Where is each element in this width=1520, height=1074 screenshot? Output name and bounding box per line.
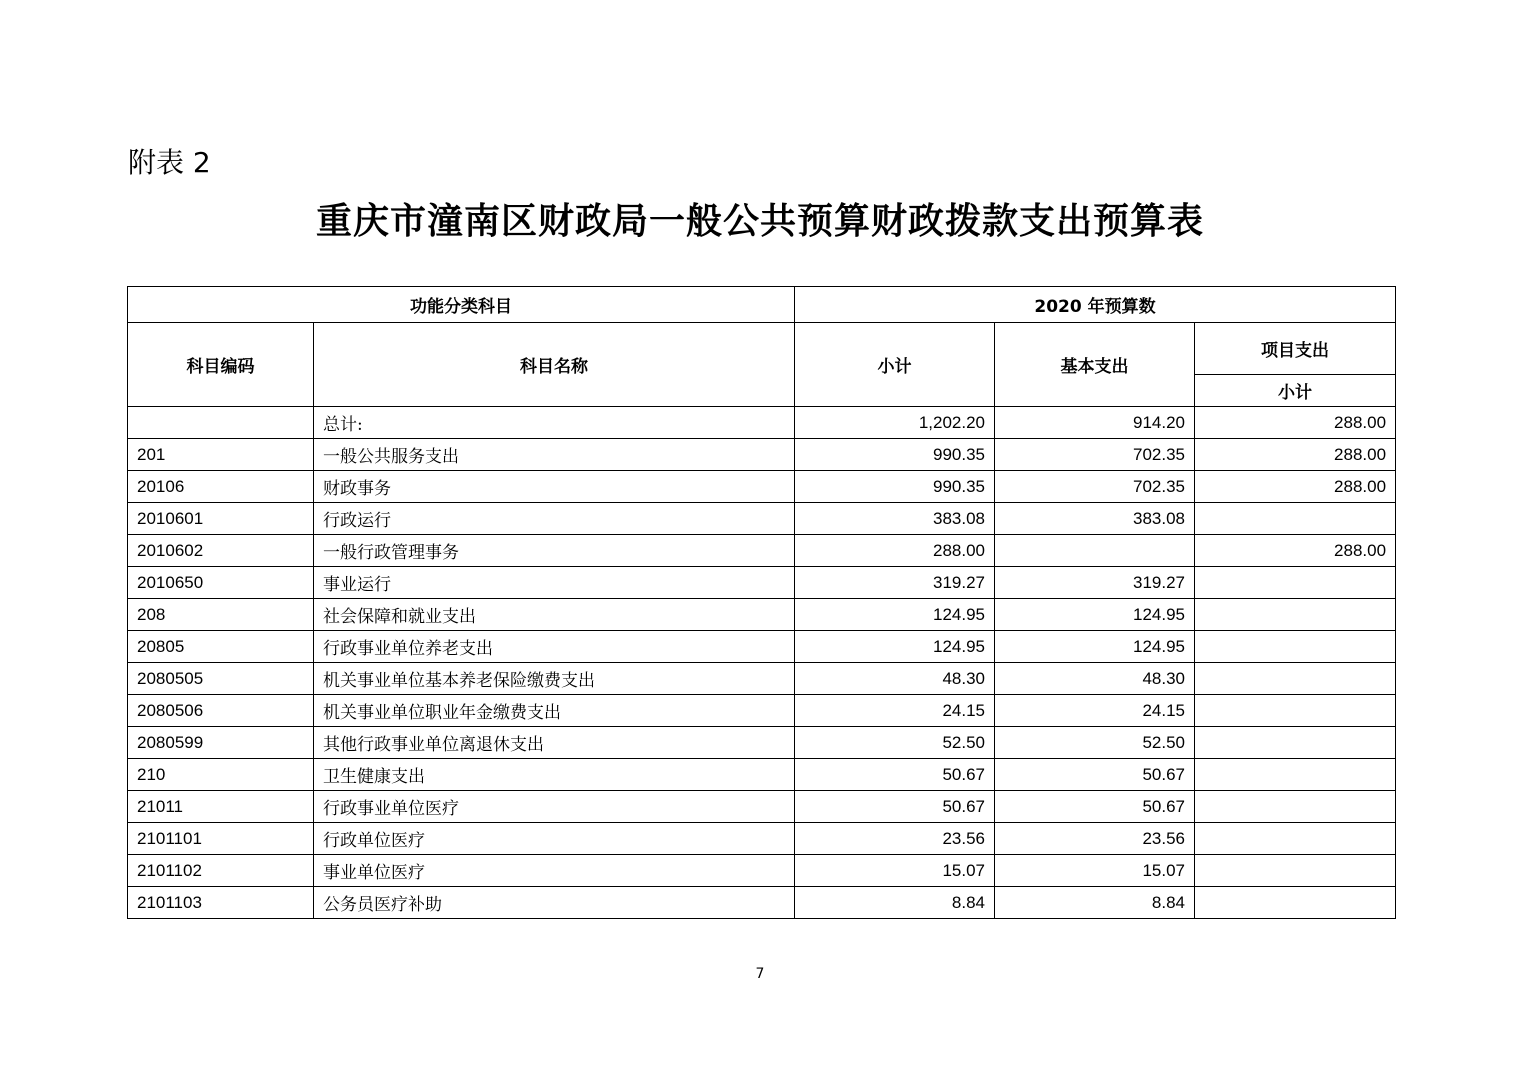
table-row — [128, 791, 1396, 823]
cell-subtotal: 15.07 — [795, 855, 995, 887]
appendix-label: 附表 2 — [128, 146, 211, 179]
cell-project: 288.00 — [1195, 471, 1396, 503]
table-row — [128, 599, 1396, 631]
cell-basic: 124.95 — [995, 599, 1195, 631]
cell-project — [1195, 727, 1396, 759]
table-row — [128, 695, 1396, 727]
table-row — [128, 887, 1396, 919]
cell-project — [1195, 823, 1396, 855]
header-project-expenditure: 项目支出 — [1195, 323, 1396, 375]
cell-project — [1195, 887, 1396, 919]
table-row — [128, 759, 1396, 791]
cell-project: 288.00 — [1195, 439, 1396, 471]
header-row-columns — [128, 323, 1396, 375]
cell-project — [1195, 567, 1396, 599]
cell-project — [1195, 599, 1396, 631]
cell-project — [1195, 855, 1396, 887]
cell-name: 卫生健康支出 — [314, 759, 795, 791]
table-header — [128, 287, 1396, 407]
table-row — [128, 823, 1396, 855]
header-code: 科目编码 — [128, 323, 314, 407]
table-row — [128, 727, 1396, 759]
cell-project — [1195, 791, 1396, 823]
cell-subtotal: 124.95 — [795, 631, 995, 663]
cell-project: 288.00 — [1195, 407, 1396, 439]
cell-name: 事业运行 — [314, 567, 795, 599]
budget-table — [127, 286, 1396, 919]
table-row — [128, 503, 1396, 535]
header-basic-expenditure: 基本支出 — [995, 323, 1195, 407]
cell-name: 一般公共服务支出 — [314, 439, 795, 471]
cell-name: 一般行政管理事务 — [314, 535, 795, 567]
cell-basic: 124.95 — [995, 631, 1195, 663]
cell-code: 2010650 — [128, 567, 314, 599]
header-function-category: 功能分类科目 — [128, 287, 795, 323]
cell-code: 210 — [128, 759, 314, 791]
document-title: 重庆市潼南区财政局一般公共预算财政拨款支出预算表 — [315, 201, 1204, 242]
cell-code: 2010602 — [128, 535, 314, 567]
cell-subtotal: 24.15 — [795, 695, 995, 727]
cell-project — [1195, 631, 1396, 663]
cell-name: 公务员医疗补助 — [314, 887, 795, 919]
table-row — [128, 471, 1396, 503]
cell-project: 288.00 — [1195, 535, 1396, 567]
cell-basic: 52.50 — [995, 727, 1195, 759]
cell-subtotal: 288.00 — [795, 535, 995, 567]
cell-basic: 383.08 — [995, 503, 1195, 535]
cell-subtotal: 50.67 — [795, 759, 995, 791]
cell-code: 2080505 — [128, 663, 314, 695]
cell-code: 2080599 — [128, 727, 314, 759]
cell-project — [1195, 759, 1396, 791]
cell-subtotal: 990.35 — [795, 471, 995, 503]
cell-name: 其他行政事业单位离退休支出 — [314, 727, 795, 759]
table-row — [128, 663, 1396, 695]
cell-code: 208 — [128, 599, 314, 631]
cell-code: 2010601 — [128, 503, 314, 535]
cell-basic: 23.56 — [995, 823, 1195, 855]
cell-basic: 702.35 — [995, 439, 1195, 471]
cell-subtotal: 48.30 — [795, 663, 995, 695]
cell-basic: 319.27 — [995, 567, 1195, 599]
cell-project — [1195, 695, 1396, 727]
cell-basic: 24.15 — [995, 695, 1195, 727]
cell-code: 20106 — [128, 471, 314, 503]
header-subtotal: 小计 — [795, 323, 995, 407]
cell-subtotal: 8.84 — [795, 887, 995, 919]
table-row — [128, 535, 1396, 567]
cell-project — [1195, 663, 1396, 695]
cell-name: 行政事业单位医疗 — [314, 791, 795, 823]
cell-name: 总计: — [314, 407, 795, 439]
cell-name: 社会保障和就业支出 — [314, 599, 795, 631]
cell-name: 行政运行 — [314, 503, 795, 535]
header-budget-year: 2020 年预算数 — [795, 287, 1396, 323]
cell-name: 事业单位医疗 — [314, 855, 795, 887]
header-project-subtotal: 小计 — [1195, 375, 1396, 407]
table-row — [128, 439, 1396, 471]
table-row — [128, 631, 1396, 663]
cell-subtotal: 52.50 — [795, 727, 995, 759]
cell-subtotal: 124.95 — [795, 599, 995, 631]
cell-code: 2080506 — [128, 695, 314, 727]
cell-name: 行政单位医疗 — [314, 823, 795, 855]
cell-code: 2101103 — [128, 887, 314, 919]
table-row — [128, 407, 1396, 439]
header-name: 科目名称 — [314, 323, 795, 407]
cell-code: 201 — [128, 439, 314, 471]
cell-name: 机关事业单位职业年金缴费支出 — [314, 695, 795, 727]
header-row-groups — [128, 287, 1396, 323]
cell-subtotal: 23.56 — [795, 823, 995, 855]
cell-basic: 702.35 — [995, 471, 1195, 503]
cell-basic: 8.84 — [995, 887, 1195, 919]
cell-subtotal: 319.27 — [795, 567, 995, 599]
table-row — [128, 855, 1396, 887]
cell-code: 21011 — [128, 791, 314, 823]
cell-name: 行政事业单位养老支出 — [314, 631, 795, 663]
cell-code: 20805 — [128, 631, 314, 663]
table-body — [128, 407, 1396, 919]
cell-subtotal: 383.08 — [795, 503, 995, 535]
cell-code — [128, 407, 314, 439]
cell-basic: 48.30 — [995, 663, 1195, 695]
cell-basic — [995, 535, 1195, 567]
cell-basic: 50.67 — [995, 791, 1195, 823]
table-row — [128, 567, 1396, 599]
cell-subtotal: 1,202.20 — [795, 407, 995, 439]
cell-basic: 15.07 — [995, 855, 1195, 887]
cell-name: 财政事务 — [314, 471, 795, 503]
cell-subtotal: 990.35 — [795, 439, 995, 471]
cell-basic: 50.67 — [995, 759, 1195, 791]
cell-code: 2101101 — [128, 823, 314, 855]
cell-project — [1195, 503, 1396, 535]
cell-basic: 914.20 — [995, 407, 1195, 439]
cell-subtotal: 50.67 — [795, 791, 995, 823]
cell-name: 机关事业单位基本养老保险缴费支出 — [314, 663, 795, 695]
page-number: 7 — [755, 966, 765, 982]
cell-code: 2101102 — [128, 855, 314, 887]
